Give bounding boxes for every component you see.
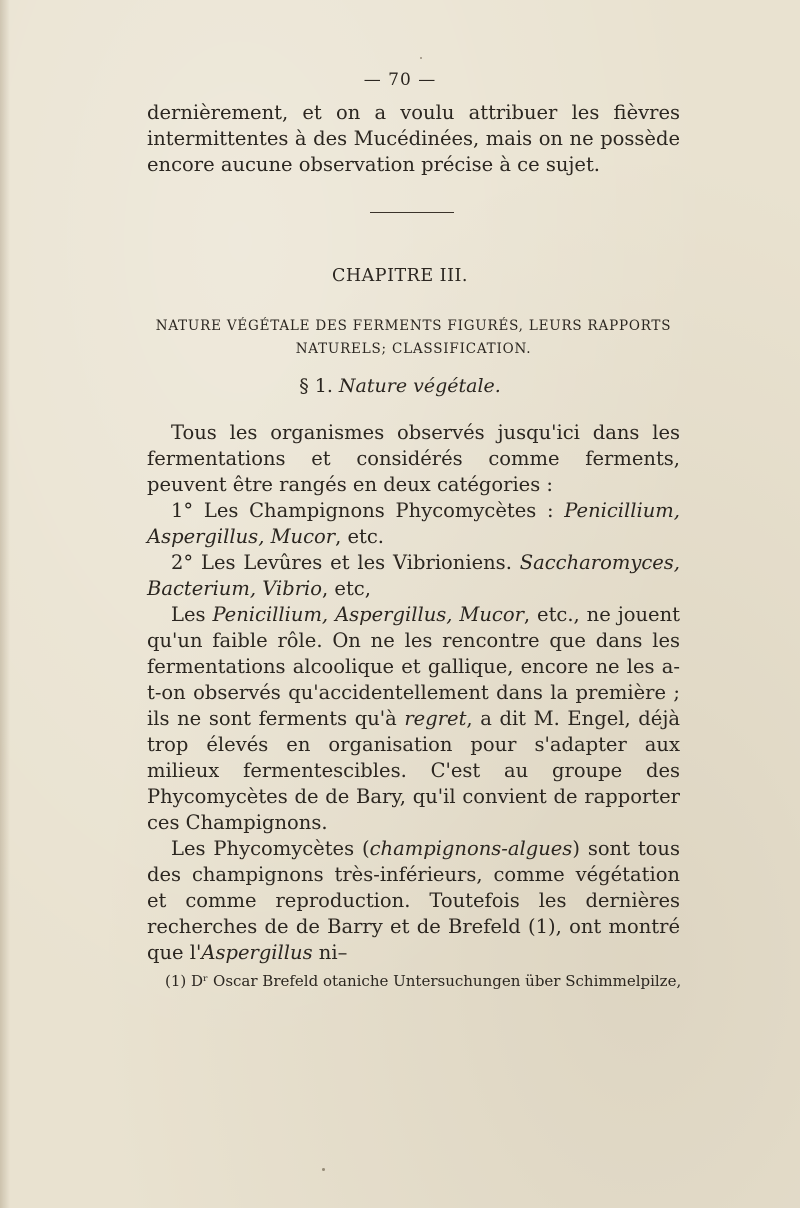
item-2-tail: , etc, — [322, 577, 371, 600]
item-1-tail: , etc. — [335, 525, 385, 548]
p2-regret: regret — [404, 707, 467, 730]
paragraph-categories: Tous les organismes observés jusqu'ici dans les fermentations et considérés comme ferments, peuvent être rangés en deux catégories : — [147, 421, 680, 496]
p3-gloss: champignons-algues — [369, 837, 573, 860]
page-number: — 70 — — [363, 70, 437, 90]
section-title: Nature végétale. — [338, 375, 501, 397]
section-number: § 1. — [299, 375, 333, 397]
paragraph-penicillium — [147, 602, 680, 836]
page-edge-shadow — [0, 0, 10, 1208]
paragraph-phycomycetes — [147, 836, 680, 966]
list-item-levures — [147, 550, 680, 602]
section-heading — [0, 375, 800, 397]
p2-rest-1: , etc., ne jouent qu'un faible rôle. On ne les rencontre que dans les fermentations alcoolique et gallique, encore ne les a-t-on observés qu'accidentellement dans la première ; ils ne sont ferments qu'à — [147, 603, 680, 730]
list-item-phycomycetes — [147, 498, 680, 550]
item-1-genera: Penicillium, Aspergillus, Mucor — [147, 499, 680, 548]
p2-lead: Les — [171, 603, 213, 626]
opening-paragraph: dernièrement, et on a voulu attribuer les fièvres intermittentes à des Mucédinées, mais on ne possède encore aucune observation précise à ce sujet. — [147, 101, 680, 176]
footnote: (1) Dʳ Oscar Brefeld otaniche Untersuchungen über Schimmelpilze, — [165, 972, 682, 990]
p3-lead: Les Phycomycètes ( — [171, 837, 370, 860]
p3-aspergillus: Aspergillus — [201, 941, 313, 964]
opening-paragraph-block — [147, 100, 680, 178]
item-2-genera: Saccharomyces, Bacterium, Vibrio — [147, 551, 680, 600]
p2-genera: Penicillium, Aspergillus, Mucor — [212, 603, 524, 626]
item-1-lead: 1° Les Champignons Phycomycètes : — [171, 499, 565, 522]
chapter-title: NATURE VÉGÉTALE DES FERMENTS FIGURÉS, LEURS RAPPORTS NATURELS; CLASSIFICATION. — [155, 318, 672, 357]
chapter-heading: CHAPITRE III. — [332, 266, 468, 286]
item-2-lead: 2° Les Levûres et les Vibrioniens. — [171, 551, 520, 574]
paper-speck — [322, 1168, 325, 1171]
body-text — [147, 420, 680, 966]
p2-rest-2: , a dit M. Engel, déjà trop élevés en organisation pour s'adapter aux milieux fermentescibles. C'est au groupe des Phycomycètes de de Bary, qu'il convient de rapporter ces Champignons. — [147, 707, 680, 834]
p3-tail: ni– — [312, 941, 348, 964]
p3-rest: ) sont tous des champignons très-inférieurs, comme végétation et comme reproduction. Toutefois les dernières recherches de de Barry et de Brefeld (1), ont montré que l' — [147, 837, 680, 964]
separator-rule — [370, 212, 454, 213]
paper-speck — [420, 57, 422, 59]
